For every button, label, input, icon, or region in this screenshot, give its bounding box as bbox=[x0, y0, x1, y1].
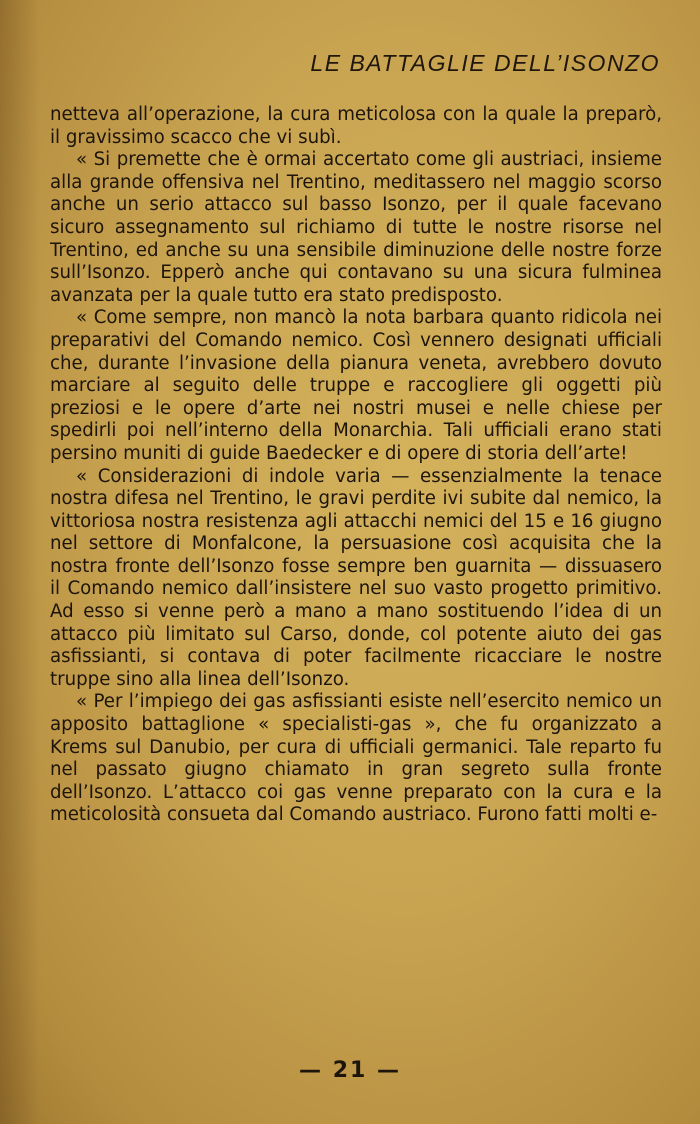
paragraph: « Considerazioni di indole varia — essenzialmente la tenace nostra difesa nel Trentino, le gravi perdite ivi subite dal nemico, la vittoriosa nostra resistenza agli attacchi nemici del 15 e 16 giugno nel settore di Monfalcone, la persuasione così acquisita che la nostra fronte dell’Isonzo fosse sempre ben guarnita — dissuasero il Comando nemico dall’insistere nel suo vasto progetto primitivo. Ad esso si venne però a mano a mano sostituendo l’idea di un attacco più limitato sul Carso, donde, col potente aiuto dei gas asfissianti, si contava di poter facilmente ricacciare le nostre truppe sino alla linea dell’Isonzo. bbox=[50, 465, 662, 690]
paragraph: « Per l’impiego dei gas asfissianti esiste nell’esercito nemico un apposito battaglione « specialisti-gas », che fu organizzato a Krems sul Danubio, per cura di ufficiali germanici. Tale reparto fu nel passato giugno chiamato in gran segreto sulla fronte dell’Isonzo. L’attacco coi gas venne preparato con la cura e la meticolosità consueta dal Comando austriaco. Furono fatti molti e- bbox=[50, 691, 662, 826]
paragraph: « Si premette che è ormai accertato come gli austriaci, insieme alla grande offensiva nel Trentino, meditassero nel maggio scorso anche un serio attacco sul basso Isonzo, per il quale facevano sicuro assegnamento sul richiamo di tutte le nostre risorse nel Trentino, ed anche su una sensibile diminuzione delle nostre forze sull’Isonzo. Epperò anche qui contavano su una sicura fulminea avanzata per la quale tutto era stato predisposto. bbox=[50, 149, 662, 306]
page-number: — 21 — bbox=[299, 1058, 401, 1083]
spine-shadow bbox=[0, 0, 40, 1124]
paragraph: netteva all’operazione, la cura meticolosa con la quale la preparò, il gravissimo scacco che vi subì. bbox=[50, 104, 662, 148]
body-text bbox=[50, 104, 662, 827]
running-head: LE BATTAGLIE DELL’ISONZO bbox=[310, 50, 660, 76]
paragraph: « Come sempre, non mancò la nota barbara quanto ridicola nei preparativi del Comando nemico. Così vennero designati ufficiali che, durante l’invasione della pianura veneta, avrebbero dovuto marciare al seguito delle truppe e raccogliere gli oggetti più preziosi e le opere d’arte nei nostri musei e nelle chiese per spedirli poi nell’interno della Monarchia. Tali ufficiali erano stati persino muniti di guide Baedecker e di opere di storia dell’arte! bbox=[50, 307, 662, 464]
